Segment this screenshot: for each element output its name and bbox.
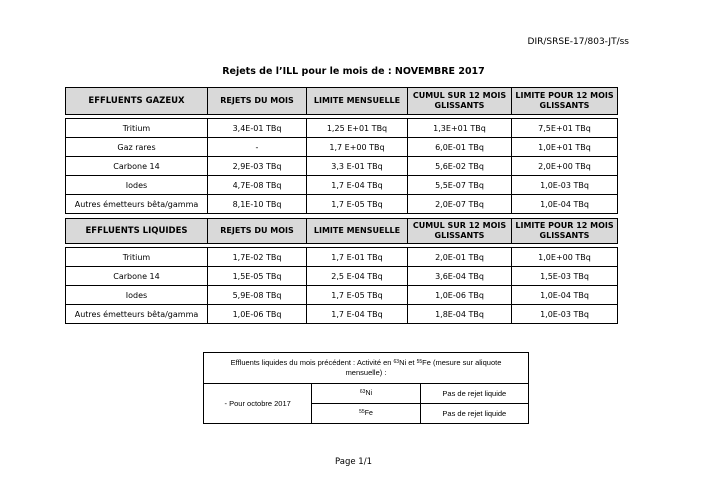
header-text-post: (mesure sur aliquote mensuelle) : [345,358,502,377]
liquid-effluents-table [65,218,618,324]
table-row [66,267,618,286]
table-row [66,119,618,138]
ni-symbol: Ni [399,358,407,367]
fe-mass-number: 55 [359,409,365,415]
table-cell: 1,7 E+00 TBq [307,138,408,157]
table-cell: 7,5E+01 TBq [512,119,618,138]
table-cell: 8,1E-10 TBq [208,195,307,214]
header-cell: CUMUL SUR 12 MOIS GLISSANTS [408,219,512,244]
table-cell: Iodes [66,286,208,305]
table-cell: Gaz rares [66,138,208,157]
table-header-row [66,88,618,115]
header-cell: LIMITE MENSUELLE [307,88,408,115]
table-cell: 1,5E-03 TBq [512,267,618,286]
ni-fe-header [204,353,529,384]
page-number: Page 1/1 [335,457,372,467]
table-cell: - [208,138,307,157]
table-cell: Carbone 14 [66,157,208,176]
header-cell: LIMITE MENSUELLE [307,219,408,244]
table-cell: 3,6E-04 TBq [408,267,512,286]
table-cell: 1,0E-06 TBq [208,305,307,324]
table-row [66,195,618,214]
document-reference: DIR/SRSE-17/803-JT/ss [527,37,629,47]
header-cell: EFFLUENTS GAZEUX [66,88,208,115]
ni-result: Pas de rejet liquide [420,384,528,404]
table-cell: 1,0E-06 TBq [408,286,512,305]
isotope-ni [312,384,420,404]
table-cell: 1,7 E-04 TBq [307,176,408,195]
ni-symbol: Ni [365,390,373,397]
table-cell: 1,7 E-05 TBq [307,195,408,214]
table-cell: 1,7 E-04 TBq [307,305,408,324]
table-row [66,138,618,157]
table-cell: 1,7E-02 TBq [208,248,307,267]
table-cell: 3,4E-01 TBq [208,119,307,138]
table-row [66,286,618,305]
table-cell: Autres émetteurs bêta/gamma [66,195,208,214]
table-cell: 1,5E-05 TBq [208,267,307,286]
table-cell: 1,0E-04 TBq [512,286,618,305]
table-cell: Autres émetteurs bêta/gamma [66,305,208,324]
table-row [66,176,618,195]
fe-symbol: Fe [364,410,373,417]
header-conjunction: et [406,358,417,367]
fe-mass-number: 55 [416,359,423,365]
table-cell: 2,5 E-04 TBq [307,267,408,286]
table-header-row [66,219,618,244]
ni-mass-number: 63 [359,389,366,395]
header-cell: CUMUL SUR 12 MOIS GLISSANTS [408,88,512,115]
header-text-pre: Effluents liquides du mois précédent : Activité en [230,358,394,367]
table-cell: 1,0E-03 TBq [512,305,618,324]
period-label: - Pour octobre 2017 [204,384,312,424]
header-cell: EFFLUENTS LIQUIDES [66,219,208,244]
table-cell: 3,3 E-01 TBq [307,157,408,176]
table-cell: 1,25 E+01 TBq [307,119,408,138]
table-cell: 5,6E-02 TBq [408,157,512,176]
table-cell: 2,9E-03 TBq [208,157,307,176]
table-cell: 1,0E-04 TBq [512,195,618,214]
table-row [66,157,618,176]
table-cell: 1,8E-04 TBq [408,305,512,324]
table-cell: 1,7 E-01 TBq [307,248,408,267]
table-cell: Tritium [66,248,208,267]
header-cell: LIMITE POUR 12 MOIS GLISSANTS [512,88,618,115]
table-cell: 1,7 E-05 TBq [307,286,408,305]
table-row [66,305,618,324]
header-cell: REJETS DU MOIS [208,88,307,115]
document-title: Rejets de l’ILL pour le mois de : NOVEMBRE 2017 [222,66,485,77]
table-cell: 2,0E-07 TBq [408,195,512,214]
table-cell: Iodes [66,176,208,195]
gaseous-effluents-table [65,87,618,214]
table-row [66,248,618,267]
table-cell: Tritium [66,119,208,138]
fe-result: Pas de rejet liquide [420,404,528,424]
table-cell: 1,0E+01 TBq [512,138,618,157]
table-cell: 1,0E-03 TBq [512,176,618,195]
table-cell: 4,7E-08 TBq [208,176,307,195]
table-cell: 2,0E-01 TBq [408,248,512,267]
header-cell: LIMITE POUR 12 MOIS GLISSANTS [512,219,618,244]
header-cell: REJETS DU MOIS [208,219,307,244]
table-cell: 5,5E-07 TBq [408,176,512,195]
table-cell: 1,3E+01 TBq [408,119,512,138]
table-cell: 1,0E+00 TBq [512,248,618,267]
table-cell: 2,0E+00 TBq [512,157,618,176]
table-cell: 5,9E-08 TBq [208,286,307,305]
fe-symbol: Fe [422,358,431,367]
nickel-iron-activity-table [203,352,529,424]
isotope-fe [312,404,420,424]
table-cell: Carbone 14 [66,267,208,286]
ni-mass-number: 63 [393,359,400,365]
table-cell: 6,0E-01 TBq [408,138,512,157]
